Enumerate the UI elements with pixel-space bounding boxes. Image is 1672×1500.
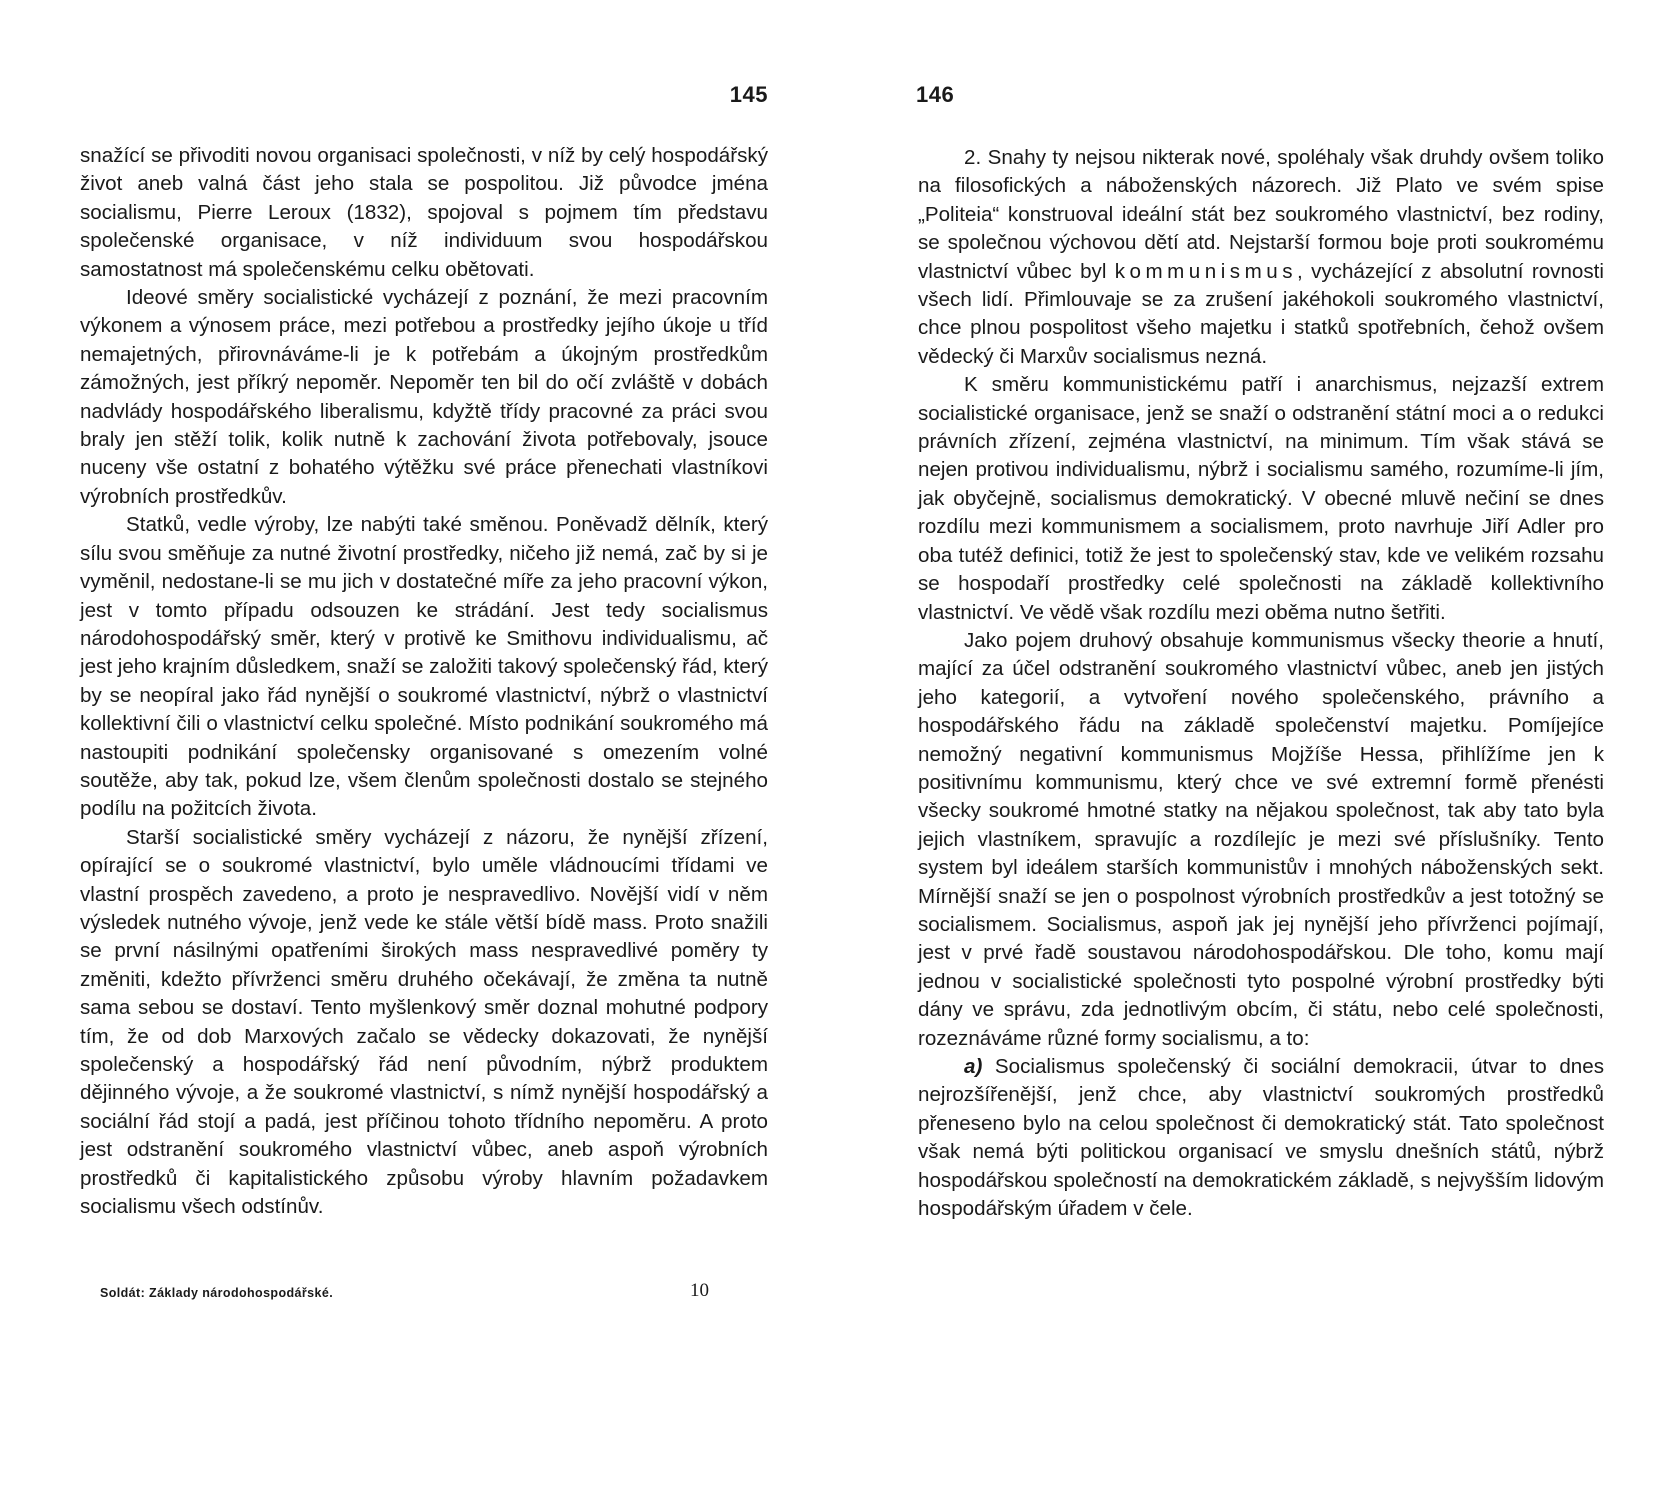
paragraph-left-2: Ideové směry socialistické vycházejí z poznání, že mezi pracovním výkonem a výnosem práce, mezi potřebou a prostředky jejího úkoje u tříd nemajetných, přirovnáváme-li je k potřebám a úkojným prostředkům zámožných, jest příkrý nepoměr. Nepoměr ten bil do očí zvláště v dobách nadvlády hospodářského liberalismu, kdyžtě třídy pracovné za práci svou braly jen stěží tolik, kolik nutně k zachování života potřebovaly, jsouce nuceny vše ostatní z bohatého výtěžku své práce přenechati vlastníkovi výrobních prostředkův. <box>80 286 768 508</box>
spaced-term: kommunismus <box>1114 259 1297 283</box>
footer-book-title: Soldát: Základy národohospodářské. <box>100 1286 334 1300</box>
list-item-letter: a) <box>964 1055 983 1078</box>
paragraph-right-2: K směru kommunistickému patří i anarchismus, nejzazší extrem socialistické organisace, jenž se snaží o odstranění státní moci a o redukci právních zřízení, zejména vlastnictví, na minimum. Tím však stává se nejen protivou individualismu, nýbrž i socialismu samého, rozumíme-li jím, jak obyčejně, socialismus demokratický. V obecné mluvě nečiní se dnes rozdílu mezi kommunismem a socialismem, proto navrhuje Jiří Adler pro oba tutéž definici, totiž že jest to společenský stav, kde ve velikém rozsahu se hospodaří prostředky celé společnosti na základě kollektivního vlastnictví. Ve vědě však rozdílu mezi oběma nutno šetřiti. <box>918 373 1604 624</box>
list-item-text: Socialismus společenský či sociální demokracii, útvar to dnes nejrozšířenější, jenž chce, aby vlastnictví soukromých prostředků přeneseno bylo na celou společnost či demokratický stát. Tato společnost však nemá býti politickou organisací ve smyslu dnešních států, nýbrž hospodářskou společností na demokratickém základě, s nejvyšším lidovým hospodářským úřadem v čele. <box>918 1055 1604 1221</box>
right-page <box>836 0 1672 1500</box>
paragraph-right-4 <box>918 1053 1604 1223</box>
paragraph-left-3: Statků, vedle výroby, lze nabýti také směnou. Poněvadž dělník, který sílu svou směňuje za nutné životní prostředky, ničeho již nemá, zač by si je vyměnil, nedostane-li se mu jich v dostatečné míře za jeho pracovní výkon, jest v tomto případu odsouzen ke strádání. Jest tedy socialismus národohospodářský směr, který v protivě ke Smithovu individualismu, ač jest jeho krajním důsledkem, snaží se založiti takový společenský řád, který by se neopíral jako řád nynější o soukromé vlastnictví, nýbrž o vlastnictví kollektivní čili o vlastnictví celku společné. Místo podnikání soukromého má nastoupiti podnikání společensky organisované s omezením volné soutěže, aby tak, pokud lze, všem členům společnosti dostalo se stejného podílu na požitcích života. <box>80 513 768 821</box>
paragraph-left-1: snažící se přivoditi novou organisaci společnosti, v níž by celý hospodářský život aneb valná část jeho stala se pospolitou. Již původce jména socialismu, Pierre Leroux (1832), spojoval s pojmem tím představu společenské organisace, v níž individuum svou hospodářskou samostatnost má společenskému celku obětovati. <box>80 144 768 281</box>
left-page-body <box>80 142 768 1221</box>
page-number-left: 145 <box>729 82 768 107</box>
paragraph-right-1 <box>918 144 1604 371</box>
paragraph-right-3: Jako pojem druhový obsahuje kommunismus všecky theorie a hnutí, mající za účel odstranění soukromého vlastnictví vůbec, aneb jen jistých jeho kategorií, a vytvoření nového společenského, právního a hospodářského řádu na základě společenství majetku. Pomíjejíce nemožný negativní kommunismus Mojžíše Hessa, přihlížíme jen k positivnímu kommunismu, který chce ve své extremní formě přenésti všecky soukromé hmotné statky na nějakou společnost, tak aby tato byla jejich vlastníkem, spravujíc a rozdílejíc je mezi své příslušníky. Tento system byl ideálem starších kommunistův i mnohých náboženských sekt. Mírnější snaží se jen o pospolnost výrobních prostředkův a jest totožný se socialismem. Socialismus, aspoň jak jej nynější jeho přívrženci pojímají, jest v prvé řadě soustavou národohospodářskou. Dle toho, komu mají jednou v socialistické společnosti tyto pospolné výrobní prostředky býti dány ve správu, zda jednotlivým obcím, či státu, nebo celé společnosti, rozeznáváme různé formy socialismu, a to: <box>918 628 1604 1050</box>
paragraph-right-1-end: , vycházející z absolutní rovnosti všech lidí. Přimlouvaje se za zrušení jakéhokoli soukromého vlastnictví, chce plnou pospolitost všeho majetku i statků spotřebních, čehož ovšem vědecký či Marxův socialismus nezná. <box>918 259 1604 368</box>
signature-mark: 10 <box>690 1280 709 1301</box>
right-page-body <box>918 144 1604 1223</box>
paragraph-left-4: Starší socialistické směry vycházejí z názoru, že nynější zřízení, opírající se o soukromé vlastnictví, bylo uměle vládnoucími třídami ve vlastní prospěch zavedeno, a proto je nespravedlivo. Novější vidí v něm výsledek nutného vývoje, jenž vede ke stále větší bídě mass. Proto snažili se první násilnými opatřeními širokých mass nespravedlivé poměry ty změniti, kdežto přívrženci směru druhého očekávají, že změna ta nutně sama sebou se dostaví. Tento myšlenkový směr doznal mohutné podpory tím, že od dob Marxových začalo se vědecky dokazovati, že nynější společenský a hospodářský řád není původním, nýbrž produktem dějinného vývoje, a že soukromé vlastnictví, s nímž nynější hospodářský a sociální řád stojí a padá, jest příčinou tohoto třídního nepoměru. A proto jest odstranění soukromého vlastnictví vůbec, aneb aspoň výrobních prostředků či kapitalistického způsobu výroby hlavním požadavkem socialismu všech odstínův. <box>80 825 768 1219</box>
page-number-right: 146 <box>916 82 955 107</box>
paragraph-right-1-start: 2. Snahy ty nejsou nikterak nové, spoléhaly však druhdy ovšem toliko na filosofických a náboženských názorech. Již Plato ve svém spise „Politeia“ konstruoval ideální stát bez soukromého vlastnictví, bez rodiny, se společnou výchovou dětí atd. Nejstarší formou boje proti soukromému vlastnictví vůbec byl <box>918 146 1604 283</box>
